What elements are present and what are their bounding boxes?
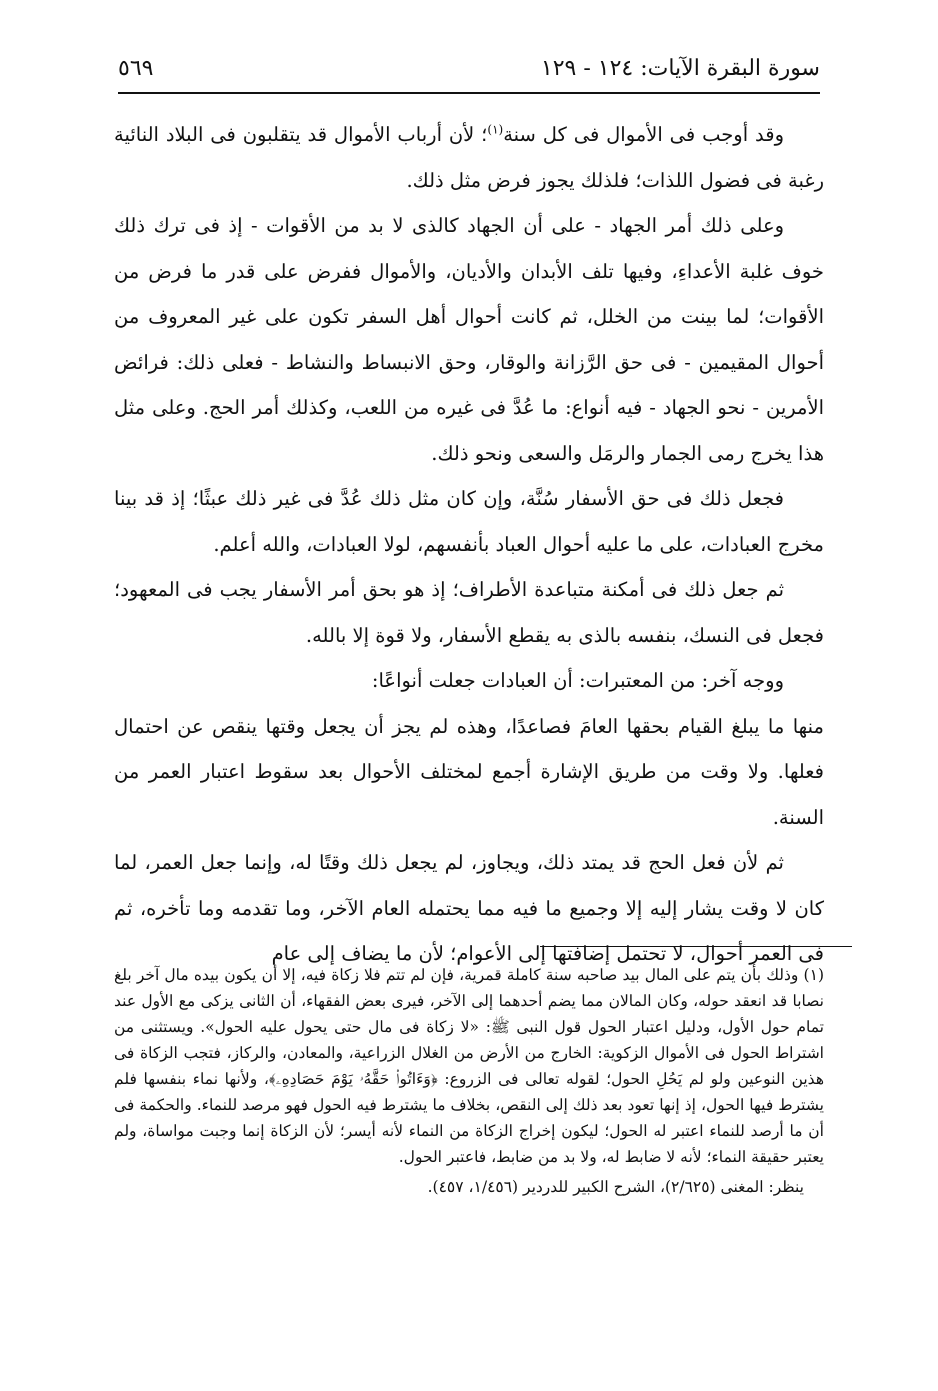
paragraph bbox=[114, 112, 824, 203]
footnote-marker: (١) bbox=[487, 122, 504, 137]
page-number: ٥٦٩ bbox=[118, 56, 154, 81]
header-divider bbox=[118, 92, 820, 94]
footnote bbox=[114, 962, 824, 1170]
footnote-number: (١) bbox=[803, 966, 824, 984]
paragraph: فجعل ذلك فى حق الأسفار سُنَّة، وإن كان مثل ذلك عُدَّ فى غير ذلك عبثًا؛ إذ قد بينا مخرج العبادات، على ما عليه أحوال العباد بأنفسهم، لولا العبادات، والله أعلم. bbox=[114, 487, 824, 556]
running-header bbox=[118, 50, 820, 90]
surah-title: سورة البقرة الآيات: ١٢٤ - ١٢٩ bbox=[540, 56, 820, 81]
footnotes bbox=[114, 962, 824, 1200]
main-text bbox=[114, 112, 824, 977]
paragraph: وعلى ذلك أمر الجهاد - على أن الجهاد كالذى لا بد من الأقوات - إذ فى ترك ذلك خوف غلبة الأعداءِ، وفيها تلف الأبدان والأديان، والأموال ففرض على قدر ما فرض من الأقوات؛ لما بينت من الخلل، ثم كانت أحوال أهل السفر تكون على غير المعروف من أحوال المقيمين - فى حق الرَّزانة والوقار، وحق الانبساط والنشاط - فعلى ذلك: فرائض الأمرين - نحو الجهاد - فيه أنواع: ما عُدَّ فى غيره من اللعب، وكذلك أمر الحج. وعلى مثل هذا يخرج رمى الجمار والرمَل والسعى ونحو ذلك. bbox=[114, 214, 824, 465]
footnote-text: وذلك بأن يتم على المال بيد صاحبه سنة كاملة قمرية، فإن لم تتم فلا زكاة فيه، إلا أن يكون بيده مال آخر بلغ نصابا قد انعقد حوله، وكان المالان مما يضم أحدهما إلى الآخر، فيرى بعض الفقهاء، أن الثانى يزكى مع الأول عند تمام حول الأول، ودليل اعتبار الحول قول النبى ﷺ: «لا زكاة فى مال حتى يحول عليه الحول». ويستثنى من اشتراط الحول فى الأموال الزكوية: الخارج من الأرض من الغلال الزراعية، والمعادن، والركاز، فتجب الزكاة فى هذين النوعين ولو لم يَحُلِ الحول؛ لقوله تعالى فى الزروع: ﴿وَءَاتُوا۟ حَقَّهُۥ يَوْمَ حَصَادِهِۦ﴾، ولأنها نماء بنفسها فلم يشترط فيها الحول، إذ إنها تعود بعد ذلك إلى النقص، بخلاف ما يشترط فيه الحول فهو مرصد للنماء. والحكمة فى أن ما أرصد للنماء اعتبر له الحول؛ ليكون إخراج الزكاة من النماء لأنه أيسر؛ لأن الزكاة إنما وجبت مواساة، ولم يعتبر حقيقة النماء؛ لأنه لا ضابط له، ولا بد من ضابط، فاعتبر الحول. bbox=[114, 966, 824, 1166]
footnote-divider bbox=[540, 946, 852, 947]
paragraph: ثم جعل ذلك فى أمكنة متباعدة الأطراف؛ إذ هو بحق أمر الأسفار يجب فى المعهود؛ فجعل فى النسك، بنفسه بالذى به يقطع الأسفار، ولا قوة إلا بالله. bbox=[114, 578, 824, 647]
paragraph-text: وقد أوجب فى الأموال فى كل سنة bbox=[503, 123, 784, 146]
paragraph: ووجه آخر: من المعتبرات: أن العبادات جعلت أنواعًا: bbox=[371, 669, 784, 692]
footnote-reference: ينظر: المغنى (٢/٦٢٥)، الشرح الكبير للدردير (١/٤٥٦، ٤٥٧). bbox=[427, 1178, 804, 1196]
paragraph: ثم لأن فعل الحج قد يمتد ذلك، ويجاوز، لم يجعل ذلك وقتًا له، وإنما جعل العمر، لما كان لا وقت يشار إليه إلا وجميع ما فيه مما يحتمله العام الآخر، وما تقدمه وما تأخره، ثم فى العمر أحوال، لا تحتمل إضافتها إلى الأعوام؛ لأن ما يضاف إلى عام bbox=[114, 851, 824, 965]
paragraph-text: ؛ لأن أرباب الأموال قد يتقلبون فى البلاد النائية رغبة فى فضول اللذات؛ فلذلك يجوز فرض مثل ذلك. bbox=[114, 123, 824, 192]
paragraph: منها ما يبلغ القيام بحقها العامَ فصاعدًا، وهذه لم يجز أن يجعل وقتها ينقص عن احتمال فعلها. ولا وقت من طريق الإشارة أجمع لمختلف الأحوال بعد سقوط اعتبار العمر من السنة. bbox=[114, 714, 824, 829]
